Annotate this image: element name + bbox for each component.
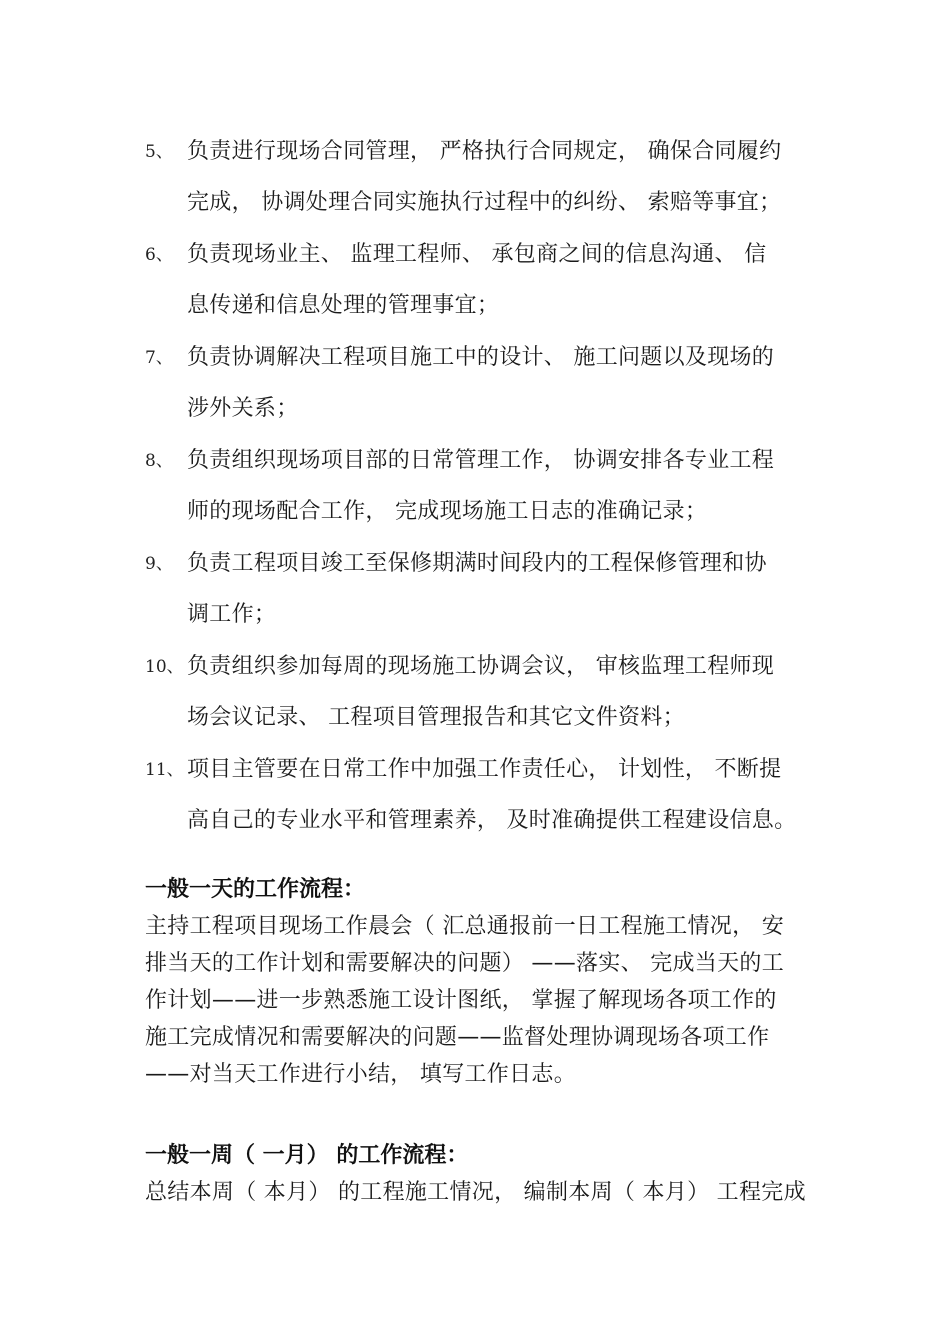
paragraph-line: 排当天的工作计划和需要解决的问题） ——落实、 完成当天的工 [145,951,784,976]
paragraph-line: 总结本周（ 本月） 的工程施工情况， 编制本周（ 本月） 工程完成 [145,1180,806,1205]
list-item-text-line: 息传递和信息处理的管理事宜； [187,293,500,318]
list-item-number: 9、 [145,554,173,574]
list-item [0,643,950,746]
list-item [0,231,950,334]
paragraph-line: ——对当天工作进行小结， 填写工作日志。 [145,1062,576,1087]
list-item-text-line: 涉外关系； [187,396,299,421]
list-item-text-line: 完成， 协调处理合同实施执行过程中的纠纷、 索赔等事宜； [187,190,782,215]
paragraph-line: 作计划——进一步熟悉施工设计图纸， 掌握了解现场各项工作的 [145,988,777,1013]
list-item-number: 7、 [145,348,173,368]
list-item [0,746,950,849]
list-item [0,128,950,231]
weekly-workflow-section [145,1142,825,1222]
list-item-text-line: 负责进行现场合同管理， 严格执行合同规定， 确保合同履约 [187,139,782,164]
list-item-text-line: 高自己的专业水平和管理素养， 及时准确提供工程建设信息。 [187,808,797,833]
list-item [0,437,950,540]
list-item-number: 6、 [145,245,173,265]
list-item-text-line: 项目主管要在日常工作中加强工作责任心， 计划性， 不断提 [187,757,782,782]
list-item-number: 8、 [145,451,173,471]
paragraph-line: 施工完成情况和需要解决的问题——监督处理协调现场各项工作 [145,1025,770,1050]
list-item-number: 10、 [145,657,184,677]
list-item-text-line: 负责工程项目竣工至保修期满时间段内的工程保修管理和协 [187,551,767,576]
list-item [0,334,950,437]
list-item-text-line: 调工作； [187,602,277,627]
list-item-text-line: 负责现场业主、 监理工程师、 承包商之间的信息沟通、 信 [187,242,767,267]
responsibility-list [0,128,950,849]
list-item-text-line: 负责组织参加每周的现场施工协调会议， 审核监理工程师现 [187,654,775,679]
list-item-text-line: 师的现场配合工作， 完成现场施工日志的准确记录； [187,499,708,524]
list-item [0,540,950,643]
list-item-number: 5、 [145,142,173,162]
weekly-workflow-title: 一般一周（ 一月） 的工作流程： [145,1143,469,1168]
list-item-text-line: 负责组织现场项目部的日常管理工作， 协调安排各专业工程 [187,448,775,473]
daily-workflow-title: 一般一天的工作流程： [145,877,366,902]
list-item-text-line: 场会议记录、 工程项目管理报告和其它文件资料； [187,705,685,730]
daily-workflow-section [145,876,825,1096]
list-item-text-line: 负责协调解决工程项目施工中的设计、 施工问题以及现场的 [187,345,775,370]
paragraph-line: 主持工程项目现场工作晨会（ 汇总通报前一日工程施工情况， 安 [145,914,784,939]
list-item-number: 11、 [145,760,184,780]
